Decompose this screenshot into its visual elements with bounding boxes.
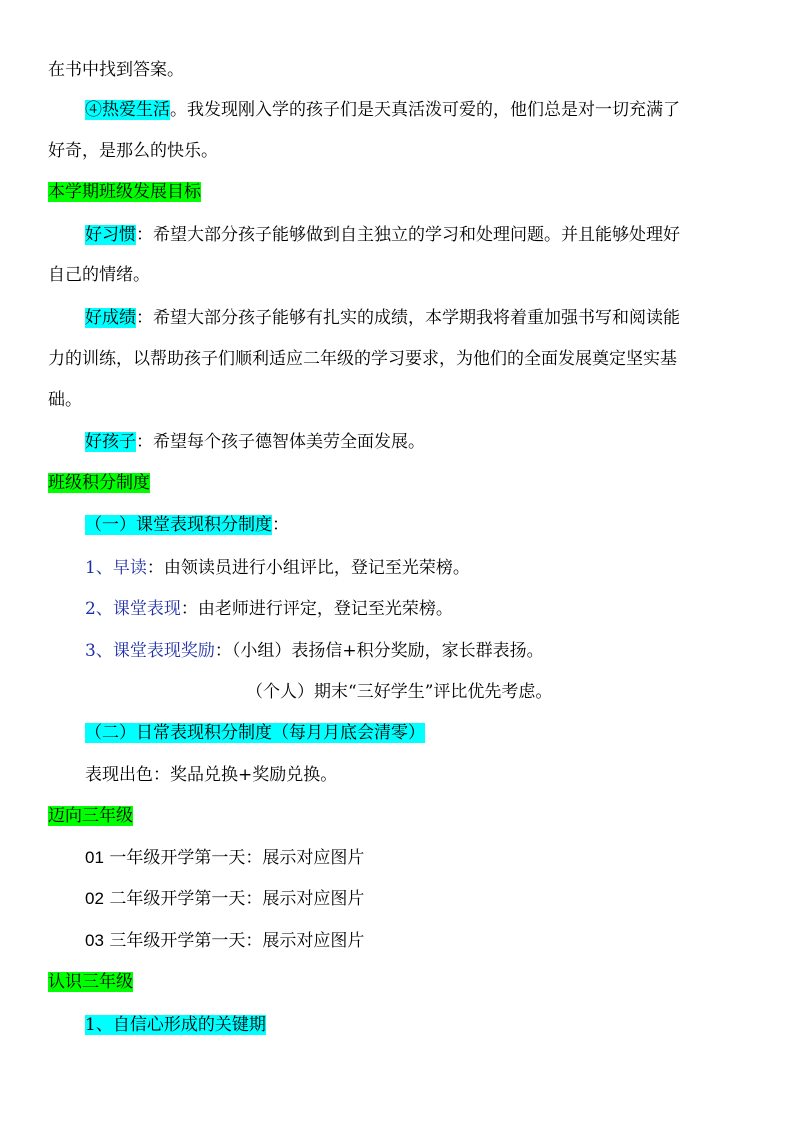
subheading-class-points (85, 510, 289, 540)
goal-grades (85, 303, 680, 333)
daily-points-text (85, 760, 337, 790)
paragraph-text: 在书中找到答案。 (48, 60, 184, 80)
subheading-confidence (85, 1010, 266, 1040)
subheading: （二）日常表现积分制度（每月月底会清零） (85, 723, 425, 743)
rule-number: 1、 (85, 558, 113, 578)
rule-label: 课堂表现 (112, 599, 181, 619)
goal-text: 力的训练，以帮助孩子们顺利适应二年级的学习要求，为他们的全面发展奠定坚实基 (48, 349, 677, 369)
goal-text: ：希望每个孩子德智体美劳全面发展。 (136, 432, 425, 452)
goal-label: 好习惯 (85, 225, 136, 245)
paragraph-text: 。我发现刚入学的孩子们是天真活泼可爱的，他们总是对一切充满了 (170, 100, 680, 120)
subheading: 1、自信心形成的关键期 (85, 1015, 266, 1035)
subheading-colon: ： (272, 515, 289, 535)
item-number: 03 (85, 931, 104, 950)
subheading-daily-points (85, 718, 425, 748)
rule-number: 2、 (85, 599, 113, 619)
highlight-marker: ④热爱生活 (85, 100, 170, 120)
section-heading: 认识三年级 (48, 972, 133, 992)
rule-class-performance (85, 594, 453, 624)
rule-label: 课堂表现奖励 (112, 641, 215, 661)
goal-text: ：希望大部分孩子能够有扎实的成绩，本学期我将着重加强书写和阅读能 (136, 308, 680, 328)
heading-know-grade3 (48, 967, 133, 997)
rule-text: （个人）期末“三好学生”评比优先考虑。 (246, 682, 553, 702)
subheading: （一）课堂表现积分制度 (85, 515, 272, 535)
paragraph-line (48, 260, 150, 290)
paragraph-text: 表现出色：奖品兑换+奖励兑换。 (85, 765, 338, 785)
paragraph-love-life (85, 95, 680, 125)
goal-habit (85, 220, 680, 250)
item-text: 三年级开学第一天：展示对应图片 (103, 931, 365, 951)
rule-morning-reading (85, 553, 470, 583)
section-heading: 本学期班级发展目标 (48, 182, 201, 202)
rule-personal-reward (246, 677, 552, 707)
paragraph-end (48, 55, 184, 85)
rule-number: 3、 (85, 641, 113, 661)
paragraph-line (48, 344, 677, 374)
heading-goals (48, 177, 201, 207)
goal-text: 础。 (48, 390, 82, 410)
list-item (85, 926, 364, 956)
rule-text: ：由老师进行评定，登记至光荣榜。 (180, 599, 453, 619)
rule-text: ：（小组）表扬信+积分奖励，家长群表扬。 (214, 641, 544, 661)
item-number: 02 (85, 889, 104, 908)
goal-label: 好成绩 (85, 308, 136, 328)
rule-class-reward (85, 636, 544, 666)
paragraph-line (48, 136, 218, 166)
goal-good-kid (85, 427, 425, 457)
item-number: 01 (85, 848, 104, 867)
goal-text: 自己的情绪。 (48, 265, 150, 285)
item-text: 一年级开学第一天：展示对应图片 (103, 848, 365, 868)
paragraph-text: 好奇，是那么的快乐。 (48, 141, 218, 161)
paragraph-line (48, 385, 82, 415)
goal-label: 好孩子 (85, 432, 136, 452)
goal-text: ：希望大部分孩子能够做到自主独立的学习和处理问题。并且能够处理好 (136, 225, 680, 245)
list-item (85, 884, 364, 914)
rule-label: 早读 (112, 558, 147, 578)
section-heading: 班级积分制度 (48, 473, 150, 493)
heading-grade3 (48, 801, 133, 831)
item-text: 二年级开学第一天：展示对应图片 (103, 889, 365, 909)
heading-points (48, 468, 150, 498)
rule-text: ：由领读员进行小组评比，登记至光荣榜。 (146, 558, 470, 578)
list-item (85, 843, 364, 873)
section-heading: 迈向三年级 (48, 806, 133, 826)
